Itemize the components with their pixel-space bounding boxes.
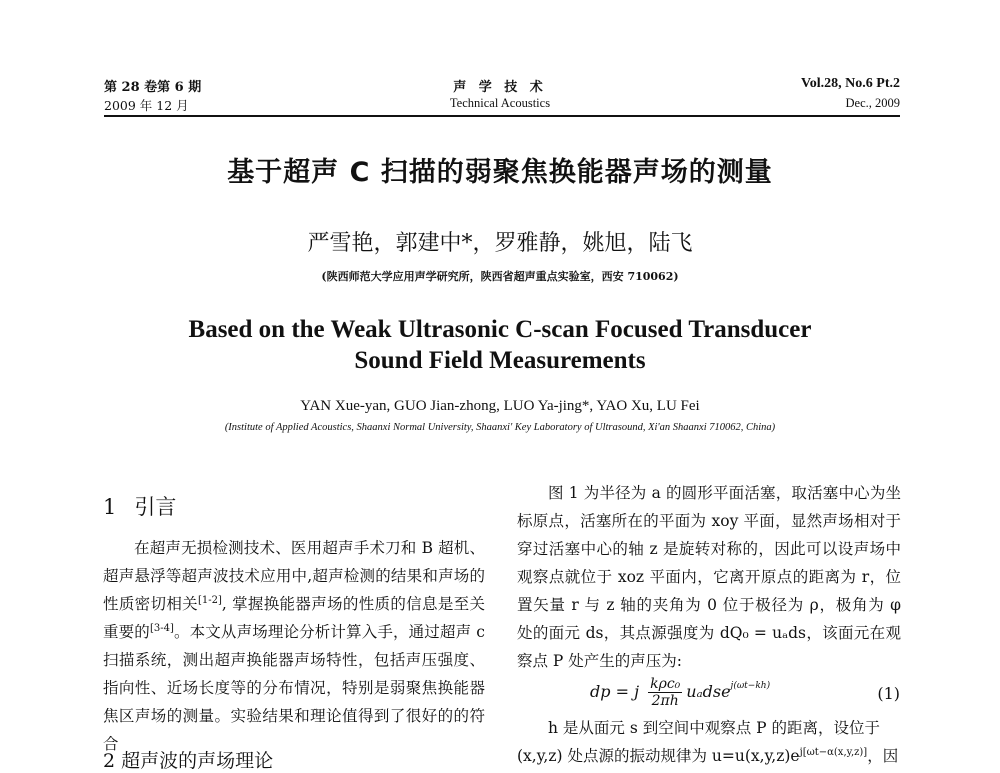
affiliation-chinese: (陕西师范大学应用声学研究所，陕西省超声重点实验室，西安 710062): [321, 270, 679, 283]
section-heading-intro: [103, 491, 176, 521]
body-paragraph-2: h 是从面元 s 到空间中观察点 P 的距离，设位于 (x,y,z) 处点源的振动规律为 $u=u(x,y,z)e^{j[\omega t-\alpha(x,y,z)]}$，因: [517, 714, 901, 770]
equation-lhs: dp = j: [590, 682, 640, 701]
journal-volume-en: Vol.28, No.6 Pt.2: [800, 76, 900, 91]
equation-fraction: [648, 676, 682, 709]
journal-name-en: Technical Acoustics: [449, 96, 551, 110]
journal-volume-issue: 第 28 卷第 6 期: [104, 80, 202, 95]
title-chinese: 基于超声 C 扫描的弱聚焦换能器声场的测量: [227, 157, 773, 188]
authors-english: YAN Xue-yan, GUO Jian-zhong, LUO Ya-jing*, YAO Xu, LU Fei: [300, 398, 700, 414]
equation-1: [590, 676, 900, 709]
left-column: [103, 534, 485, 758]
journal-date: 2009 年 12 月: [104, 98, 189, 113]
citation-ref: [3-4]: [149, 623, 174, 634]
affiliation-english: (Institute of Applied Acoustics, Shaanxi Normal University, Shaanxi' Key Laboratory of Ultrasound, Xi'an Shaanxi 710062, China): [224, 422, 776, 433]
citation-ref: [1-2]: [197, 595, 222, 606]
journal-name-cn: 声 学 技 术: [453, 80, 547, 95]
header-rule: [104, 115, 900, 117]
equation-number: (1): [877, 684, 900, 703]
equation-exponent: j(ωt−kh): [730, 681, 771, 691]
body-paragraph: 图 1 为半径为 a 的圆形平面活塞，取活塞中心为坐标原点，活塞所在的平面为 xoy 平面，显然声场相对于穿过活塞中心的轴 z 是旋转对称的，因此可以设声场中观察点就位于 xoz 平面内，它离开原点的距离为 r，位置矢量 r 与 z 轴的夹角为 0 位于极径为 ρ，极角为 φ 处的面元 ds，其点源强度为 dQ₀ = uₐds，该面元在观察点 P 处产生的声压为:: [517, 484, 901, 670]
journal-date-en: Dec., 2009: [845, 96, 900, 110]
body-paragraph-2-cut: (x,y,z) 处点源的振动规律为 $u=u(x,y,z)e^{j[\omega t-\alpha(x,y,z)]}$，因: [517, 747, 899, 765]
section-number: 1: [103, 495, 117, 519]
equation-rhs: uₐdse: [686, 682, 731, 701]
title-english: [0, 314, 1000, 376]
authors-chinese: 严雪艳，郭建中*，罗雅静，姚旭，陆飞: [307, 231, 693, 256]
title-english-line1: Based on the Weak Ultrasonic C-scan Focused Transducer: [188, 316, 812, 343]
title-english-line2: Sound Field Measurements: [354, 347, 646, 374]
equation-denominator: 2πh: [651, 693, 679, 709]
equation-numerator: kρc₀: [650, 676, 681, 692]
section-heading-theory: 2 超声波的声场理论: [103, 750, 274, 772]
right-column: [517, 479, 901, 675]
intro-paragraph: 在超声无损检测技术、医用超声手术刀和 B 超机、超声悬浮等超声波技术应用中,超声检测的结果和声场的性质密切相关[1-2], 掌握换能器声场的性质的信息是至关重要的[3-4]。本文从声场理论分析计算入手，通过超声 c 扫描系统，测出超声换能器声场特性，包括声压强度、指向性、近场长度等的分布情况，特别是弱聚焦换能器焦区声场的测量。实验结果和理论值得到了很好的的符合: [103, 539, 485, 753]
section-title: 引言: [134, 495, 177, 519]
